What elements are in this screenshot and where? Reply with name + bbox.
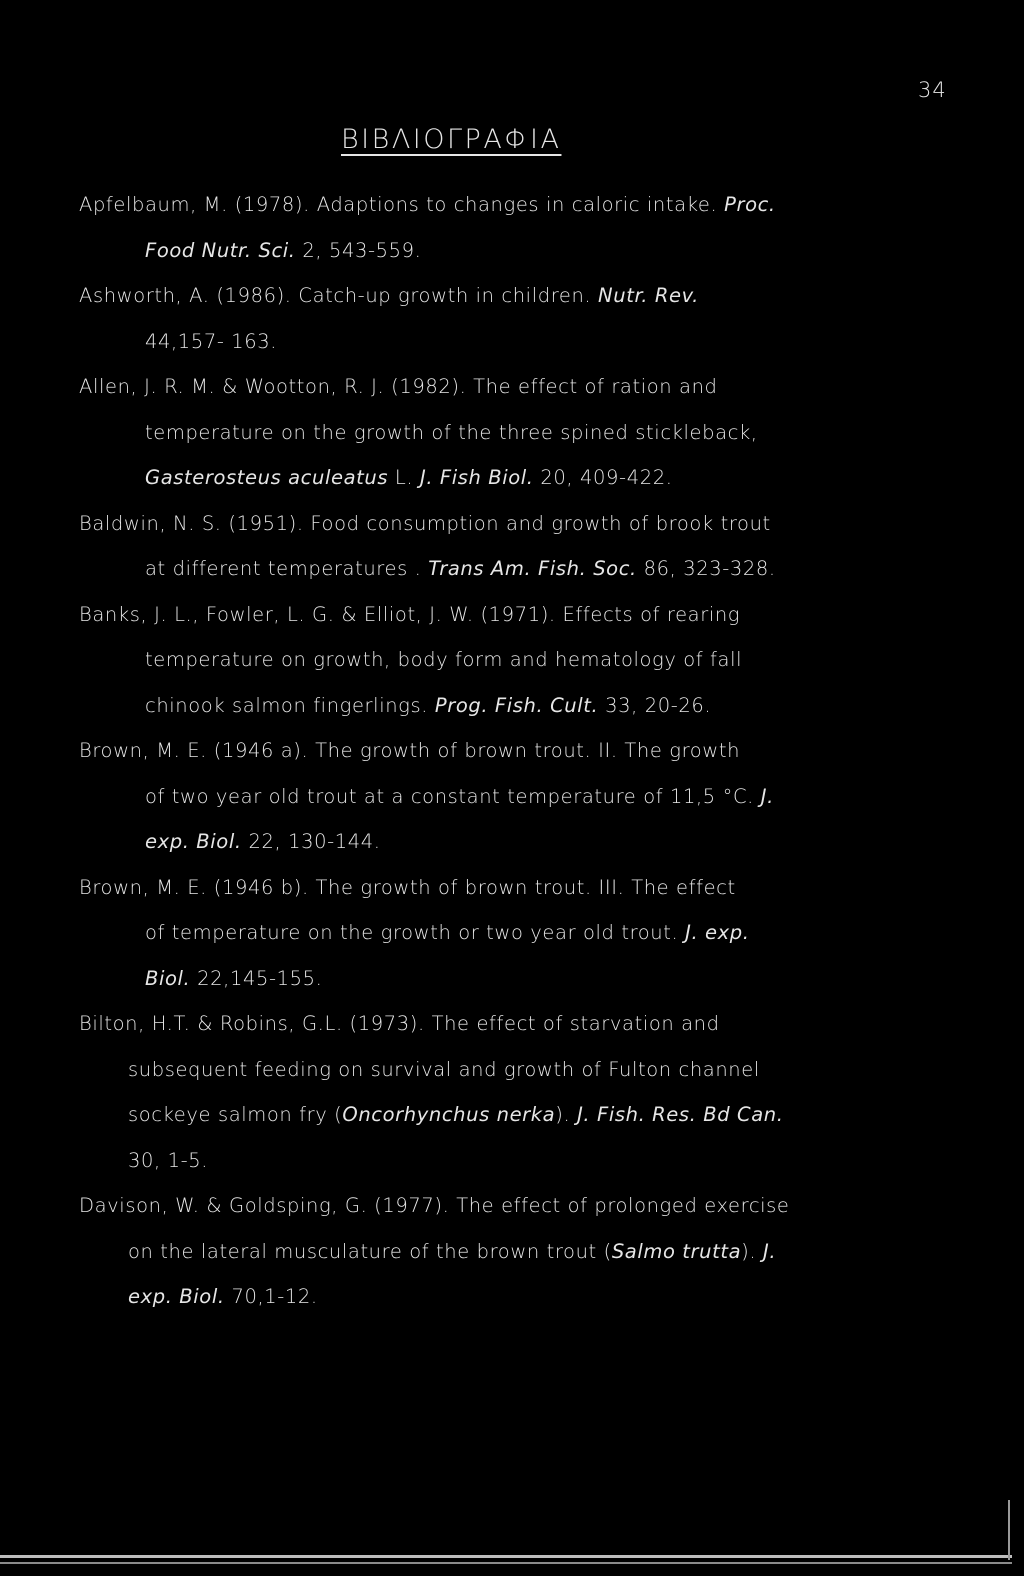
reference-text-segment: of temperature on the growth or two year old trout. <box>145 921 686 944</box>
reference-continuation-line <box>0 410 1024 456</box>
bottom-rule-secondary <box>0 1562 1012 1564</box>
reference-entry <box>0 865 1024 1002</box>
reference-continuation-line <box>0 546 1024 592</box>
reference-text-segment: Bilton, H.T. & Robins, G.L. (1973). The effect of starvation and <box>79 1012 720 1035</box>
reference-italic-segment: Salmo trutta <box>611 1239 742 1263</box>
reference-first-line <box>0 182 1024 228</box>
reference-first-line <box>0 728 1024 774</box>
reference-text-segment: ). <box>555 1103 578 1126</box>
reference-entry <box>0 592 1024 729</box>
reference-text-segment: 44,157- 163. <box>145 329 278 353</box>
reference-text-segment: subsequent feeding on survival and growth of Fulton channel <box>128 1057 760 1081</box>
bottom-rule <box>0 1555 1012 1558</box>
reference-text-segment: 70,1-12. <box>224 1285 318 1308</box>
reference-text-segment: Allen, J. R. M. & Wootton, R. J. (1982). The effect of ration and <box>79 375 718 398</box>
reference-text-segment: temperature on growth, body form and hematology of fall <box>145 648 743 671</box>
reference-continuation-line <box>0 1138 1024 1184</box>
reference-continuation-line <box>0 319 1024 365</box>
reference-text-segment: sockeye salmon fry ( <box>128 1103 343 1126</box>
page-number: 34 <box>918 78 947 102</box>
reference-text-segment: 22, 130-144. <box>241 830 381 853</box>
reference-continuation-line <box>0 774 1024 820</box>
reference-continuation-line <box>0 1047 1024 1093</box>
reference-continuation-line <box>0 910 1024 956</box>
reference-text-segment: temperature on the growth of the three spined stickleback, <box>145 420 758 444</box>
reference-text-segment: 30, 1-5. <box>128 1148 209 1172</box>
reference-italic-segment: exp. Biol. <box>128 1285 225 1308</box>
reference-continuation-line <box>0 956 1024 1002</box>
reference-text-segment: Brown, M. E. (1946 b). The growth of brown trout. III. The effect <box>79 875 736 899</box>
reference-entry <box>0 1183 1024 1320</box>
reference-text-segment: Baldwin, N. S. (1951). Food consumption and growth of brook trout <box>79 511 771 535</box>
reference-text-segment: 20, 409-422. <box>533 466 673 489</box>
reference-text-segment: at different temperatures . <box>145 557 429 580</box>
reference-text-segment: Banks, J. L., Fowler, L. G. & Elliot, J. W. (1971). Effects of rearing <box>79 602 741 626</box>
reference-entry <box>0 182 1024 273</box>
reference-italic-segment: Proc. <box>724 193 776 216</box>
reference-text-segment: L. <box>388 466 420 489</box>
reference-text-segment: 86, 323-328. <box>636 557 776 580</box>
reference-entry <box>0 1001 1024 1183</box>
reference-first-line <box>0 865 1024 911</box>
reference-italic-segment: Nutr. Rev. <box>598 284 699 307</box>
reference-first-line <box>0 501 1024 547</box>
page-title: ΒΙΒΛΙΟΓΡΑΦΙΑ <box>341 124 562 155</box>
reference-entry <box>0 273 1024 364</box>
reference-text-segment: 2, 543-559. <box>295 238 422 262</box>
reference-list <box>0 182 1024 1320</box>
reference-continuation-line <box>0 1092 1024 1138</box>
reference-entry <box>0 364 1024 501</box>
reference-first-line <box>0 1001 1024 1047</box>
reference-italic-segment: Oncorhynchus nerka <box>342 1103 556 1126</box>
reference-entry <box>0 501 1024 592</box>
reference-text-segment: 33, 20-26. <box>598 693 712 717</box>
reference-text-segment: Apfelbaum, M. (1978). Adaptions to changes in caloric intake. <box>79 193 725 216</box>
reference-continuation-line <box>0 1229 1024 1275</box>
reference-continuation-line <box>0 683 1024 729</box>
reference-italic-segment: Trans Am. Fish. Soc. <box>428 557 637 580</box>
reference-italic-segment: Biol. <box>145 966 191 990</box>
reference-entry <box>0 728 1024 865</box>
reference-text-segment: ). <box>741 1239 763 1263</box>
reference-first-line <box>0 273 1024 319</box>
reference-italic-segment: J. Fish Biol. <box>419 466 534 489</box>
reference-italic-segment: J. <box>762 1239 777 1263</box>
reference-first-line <box>0 1183 1024 1229</box>
reference-continuation-line <box>0 1274 1024 1320</box>
reference-first-line <box>0 364 1024 410</box>
reference-text-segment: of two year old trout at a constant temperature of 11,5 °C. <box>145 784 761 808</box>
right-edge-rule <box>1008 1500 1010 1560</box>
reference-text-segment: chinook salmon fingerlings. <box>145 693 435 717</box>
reference-text-segment: Brown, M. E. (1946 a). The growth of brown trout. II. The growth <box>79 739 741 762</box>
reference-text-segment: Ashworth, A. (1986). Catch-up growth in children. <box>79 284 599 307</box>
reference-text-segment: on the lateral musculature of the brown trout ( <box>128 1239 612 1263</box>
reference-italic-segment: Gasterosteus aculeatus <box>145 466 389 489</box>
reference-continuation-line <box>0 228 1024 274</box>
reference-italic-segment: J. Fish. Res. Bd Can. <box>577 1103 784 1126</box>
reference-first-line <box>0 592 1024 638</box>
reference-text-segment: Davison, W. & Goldsping, G. (1977). The effect of prolonged exercise <box>79 1194 790 1217</box>
reference-continuation-line <box>0 637 1024 683</box>
reference-italic-segment: J. <box>760 784 774 808</box>
reference-continuation-line <box>0 455 1024 501</box>
reference-italic-segment: exp. Biol. <box>145 830 242 853</box>
reference-continuation-line <box>0 819 1024 865</box>
reference-text-segment: 22,145-155. <box>190 966 323 990</box>
reference-italic-segment: Prog. Fish. Cult. <box>434 693 599 717</box>
reference-italic-segment: Food Nutr. Sci. <box>145 238 296 262</box>
reference-italic-segment: J. exp. <box>685 921 750 944</box>
